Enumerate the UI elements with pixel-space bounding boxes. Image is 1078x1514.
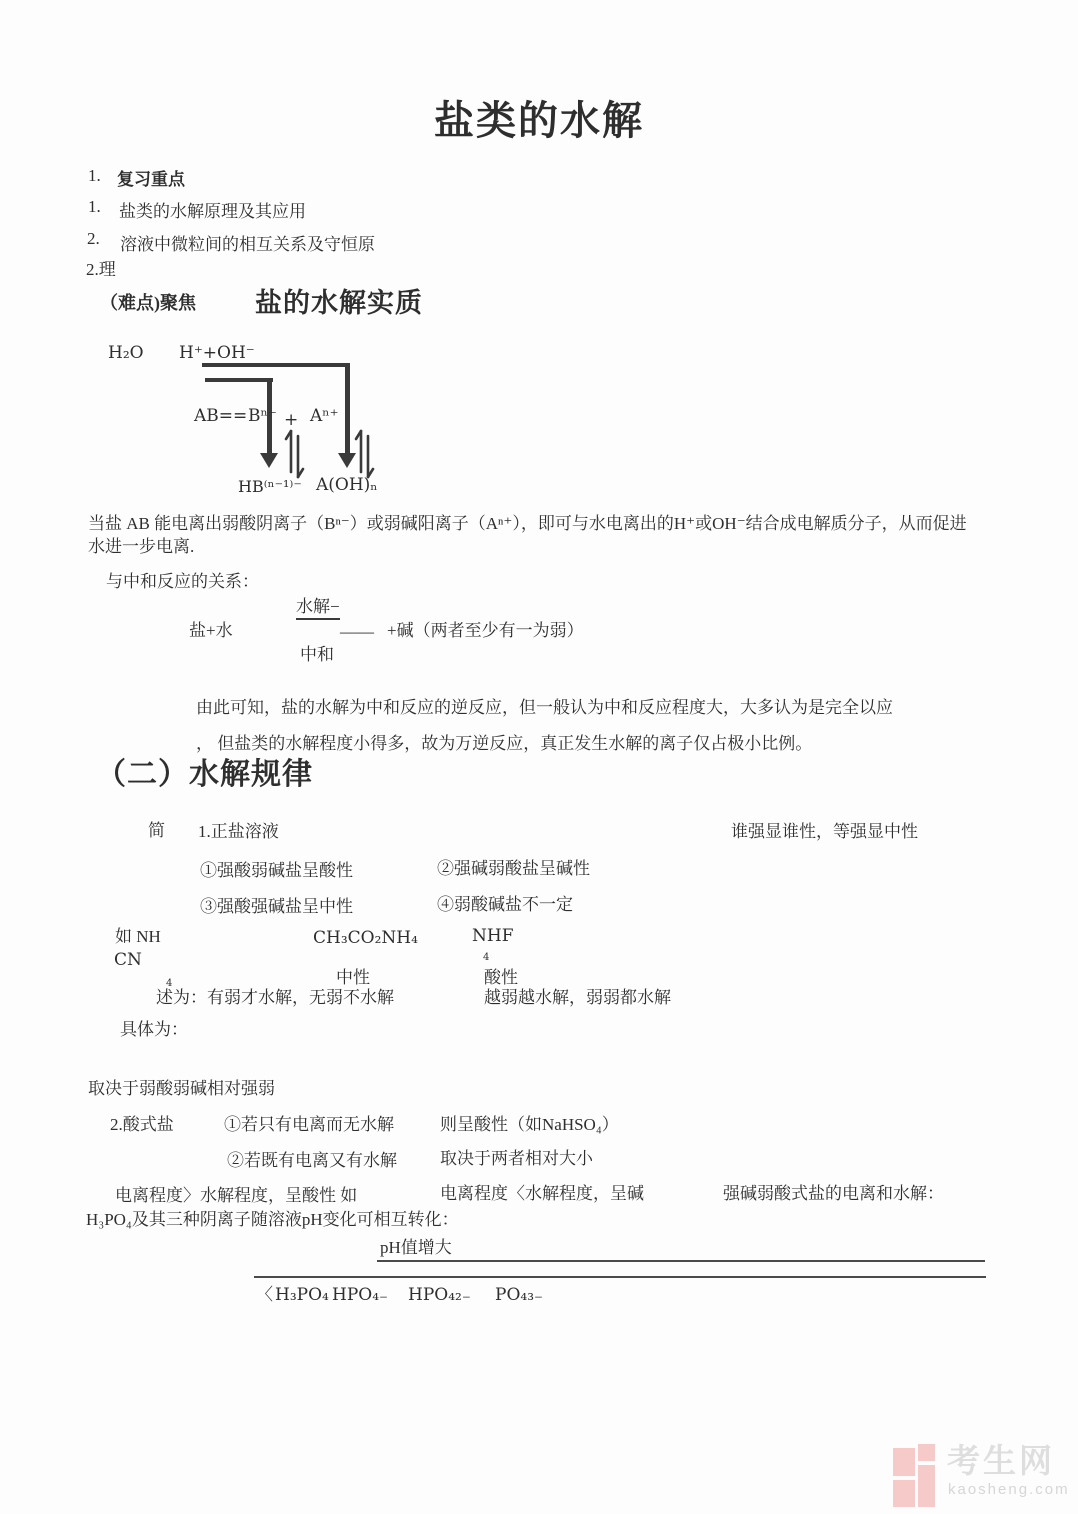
label-juti: 具体为： xyxy=(120,1020,188,1039)
degree-compare-basic: 电离程度〈水解程度，呈碱 xyxy=(440,1184,644,1203)
acid-salt-result2: 取决于两者相对大小 xyxy=(440,1149,593,1168)
page-title: 盐类的水解 xyxy=(434,98,644,143)
strong-base-weak-acid-note: 强碱弱酸式盐的电离和水解： xyxy=(723,1184,944,1203)
diagram-line-right-vertical xyxy=(345,363,350,455)
watermark-brand: 考生网 xyxy=(947,1442,1055,1479)
watermark-logo-block xyxy=(918,1465,935,1507)
watermark-logo-block xyxy=(918,1444,935,1461)
relation-dash: —— xyxy=(340,622,374,641)
example-cn-subscript: 4 xyxy=(166,978,173,989)
rule-1: ①强酸弱碱盐呈酸性 xyxy=(200,861,353,880)
degree-compare-acidic: 电离程度〉水解程度，呈酸性 如 xyxy=(115,1186,358,1205)
section2-heading: （二）水解规律 xyxy=(96,758,313,791)
acid-salt-label: 2.酸式盐 xyxy=(110,1115,174,1134)
review-item2: 溶液中微粒间的相互关系及守恒原 xyxy=(120,235,375,254)
rule-2: ②强碱弱酸盐呈碱性 xyxy=(437,859,590,878)
acid-salt-case1: ①若只有电离而无水解 xyxy=(224,1115,394,1134)
acid-salt-depends: 取决于弱酸弱碱相对强弱 xyxy=(88,1079,275,1098)
watermark-logo-block xyxy=(893,1448,915,1476)
review-number-1: 1. xyxy=(88,166,101,185)
relation-base-part: +碱（两者至少有一为弱） xyxy=(387,621,584,640)
review-item1: 盐类的水解原理及其应用 xyxy=(119,202,306,221)
formula-water-ions: H⁺+OH⁻ xyxy=(179,343,255,363)
h3po4-intro: H₃PO₄及其三种阴离子随溶液pH变化可相互转化： xyxy=(86,1210,459,1229)
formula-ab: AB== xyxy=(194,406,248,426)
review-item1-number: 1. xyxy=(88,197,101,216)
relation-label: 与中和反应的关系： xyxy=(106,572,259,591)
rules-item1: 1.正盐溶液 xyxy=(198,822,279,841)
review-item2-number: 2. xyxy=(87,229,100,248)
species-h3po4: H₃PO₄ xyxy=(275,1285,329,1305)
rules-jian: 简 xyxy=(148,821,165,840)
diagram-line-top xyxy=(202,363,350,367)
relation-salt-water: 盐+水 xyxy=(189,621,233,640)
ph-axis-line-top xyxy=(377,1260,985,1262)
focus-tag: （难点)聚焦 xyxy=(100,293,196,313)
review-heading: 复习重点 xyxy=(117,170,185,189)
formula-a-ion: Aⁿ⁺ xyxy=(310,406,339,426)
example-nh: 如 NH xyxy=(115,927,161,946)
rule-4: ④弱酸碱盐不一定 xyxy=(437,895,573,914)
note-line2: ， 但盐类的水解程度小得多，故为万逆反应，真正发生水解的离子仅占极小比例。 xyxy=(196,734,813,753)
relation-neutralization-label: 中和 xyxy=(300,645,334,664)
rules-right-note: 谁强显谁性，等强显中性 xyxy=(731,822,918,841)
species-po4: PO₄₃₋ xyxy=(495,1285,543,1305)
angle-bracket: 〈 xyxy=(256,1285,273,1305)
formula-hb: HB⁽ⁿ⁻¹⁾⁻ xyxy=(238,477,302,496)
note-line1: 由此可知，盐的水解为中和反应的逆反应，但一般认为中和反应程度大，大多认为是完全以应 xyxy=(196,698,893,717)
equilibrium-arrows-icon xyxy=(353,422,375,480)
formula-water: H₂O xyxy=(108,343,144,363)
example-cn: CN xyxy=(114,950,142,970)
species-h2po4: HPO₄₋ xyxy=(332,1285,388,1305)
equilibrium-arrows-icon xyxy=(283,422,305,480)
example-ch3co2nh4: CH₃CO₂NH₄ xyxy=(313,928,418,948)
acid-salt-case2: ②若既有电离又有水解 xyxy=(227,1151,397,1170)
formula-b-ion: Bⁿ⁻ xyxy=(248,406,277,426)
example-nhf: NHF xyxy=(472,926,514,946)
paragraph-hydrolysis-essence: 当盐 AB 能电离出弱酸阴离子（Bⁿ⁻）或弱碱阳离子（Aⁿ⁺），即可与水电离出的H⁺或OH⁻结合成电解质分子，从而促进水进一步电离. xyxy=(88,514,967,556)
acid-salt-result1: 则呈酸性（如NaHSO₄） xyxy=(440,1115,619,1134)
watermark-logo-block xyxy=(893,1480,915,1507)
label-neutral: 中性 xyxy=(336,968,370,987)
species-hpo4: HPO₄₂₋ xyxy=(408,1285,471,1305)
summary-left: 述为：有弱才水解，无弱不水解 xyxy=(156,988,394,1007)
rule-3: ③强酸强碱盐呈中性 xyxy=(200,897,353,916)
example-nhf-subscript: 4 xyxy=(483,952,490,963)
review-item2-continuation: 2.理 xyxy=(86,260,116,279)
ph-increase-label: pH值增大 xyxy=(380,1238,452,1257)
ph-axis-line-bottom xyxy=(254,1276,986,1278)
watermark-domain: kaosheng.com xyxy=(948,1481,1070,1498)
formula-plus: + xyxy=(284,410,299,430)
diagram-line-lower xyxy=(205,378,273,382)
formula-aoh: A(OH)ₙ xyxy=(316,475,378,495)
down-arrow-left xyxy=(260,453,278,468)
relation-hydrolysis-label: 水解− xyxy=(296,596,340,620)
summary-right: 越弱越水解，弱弱都水解 xyxy=(484,988,671,1007)
focus-heading: 盐的水解实质 xyxy=(255,288,423,318)
label-acidic: 酸性 xyxy=(484,968,518,987)
